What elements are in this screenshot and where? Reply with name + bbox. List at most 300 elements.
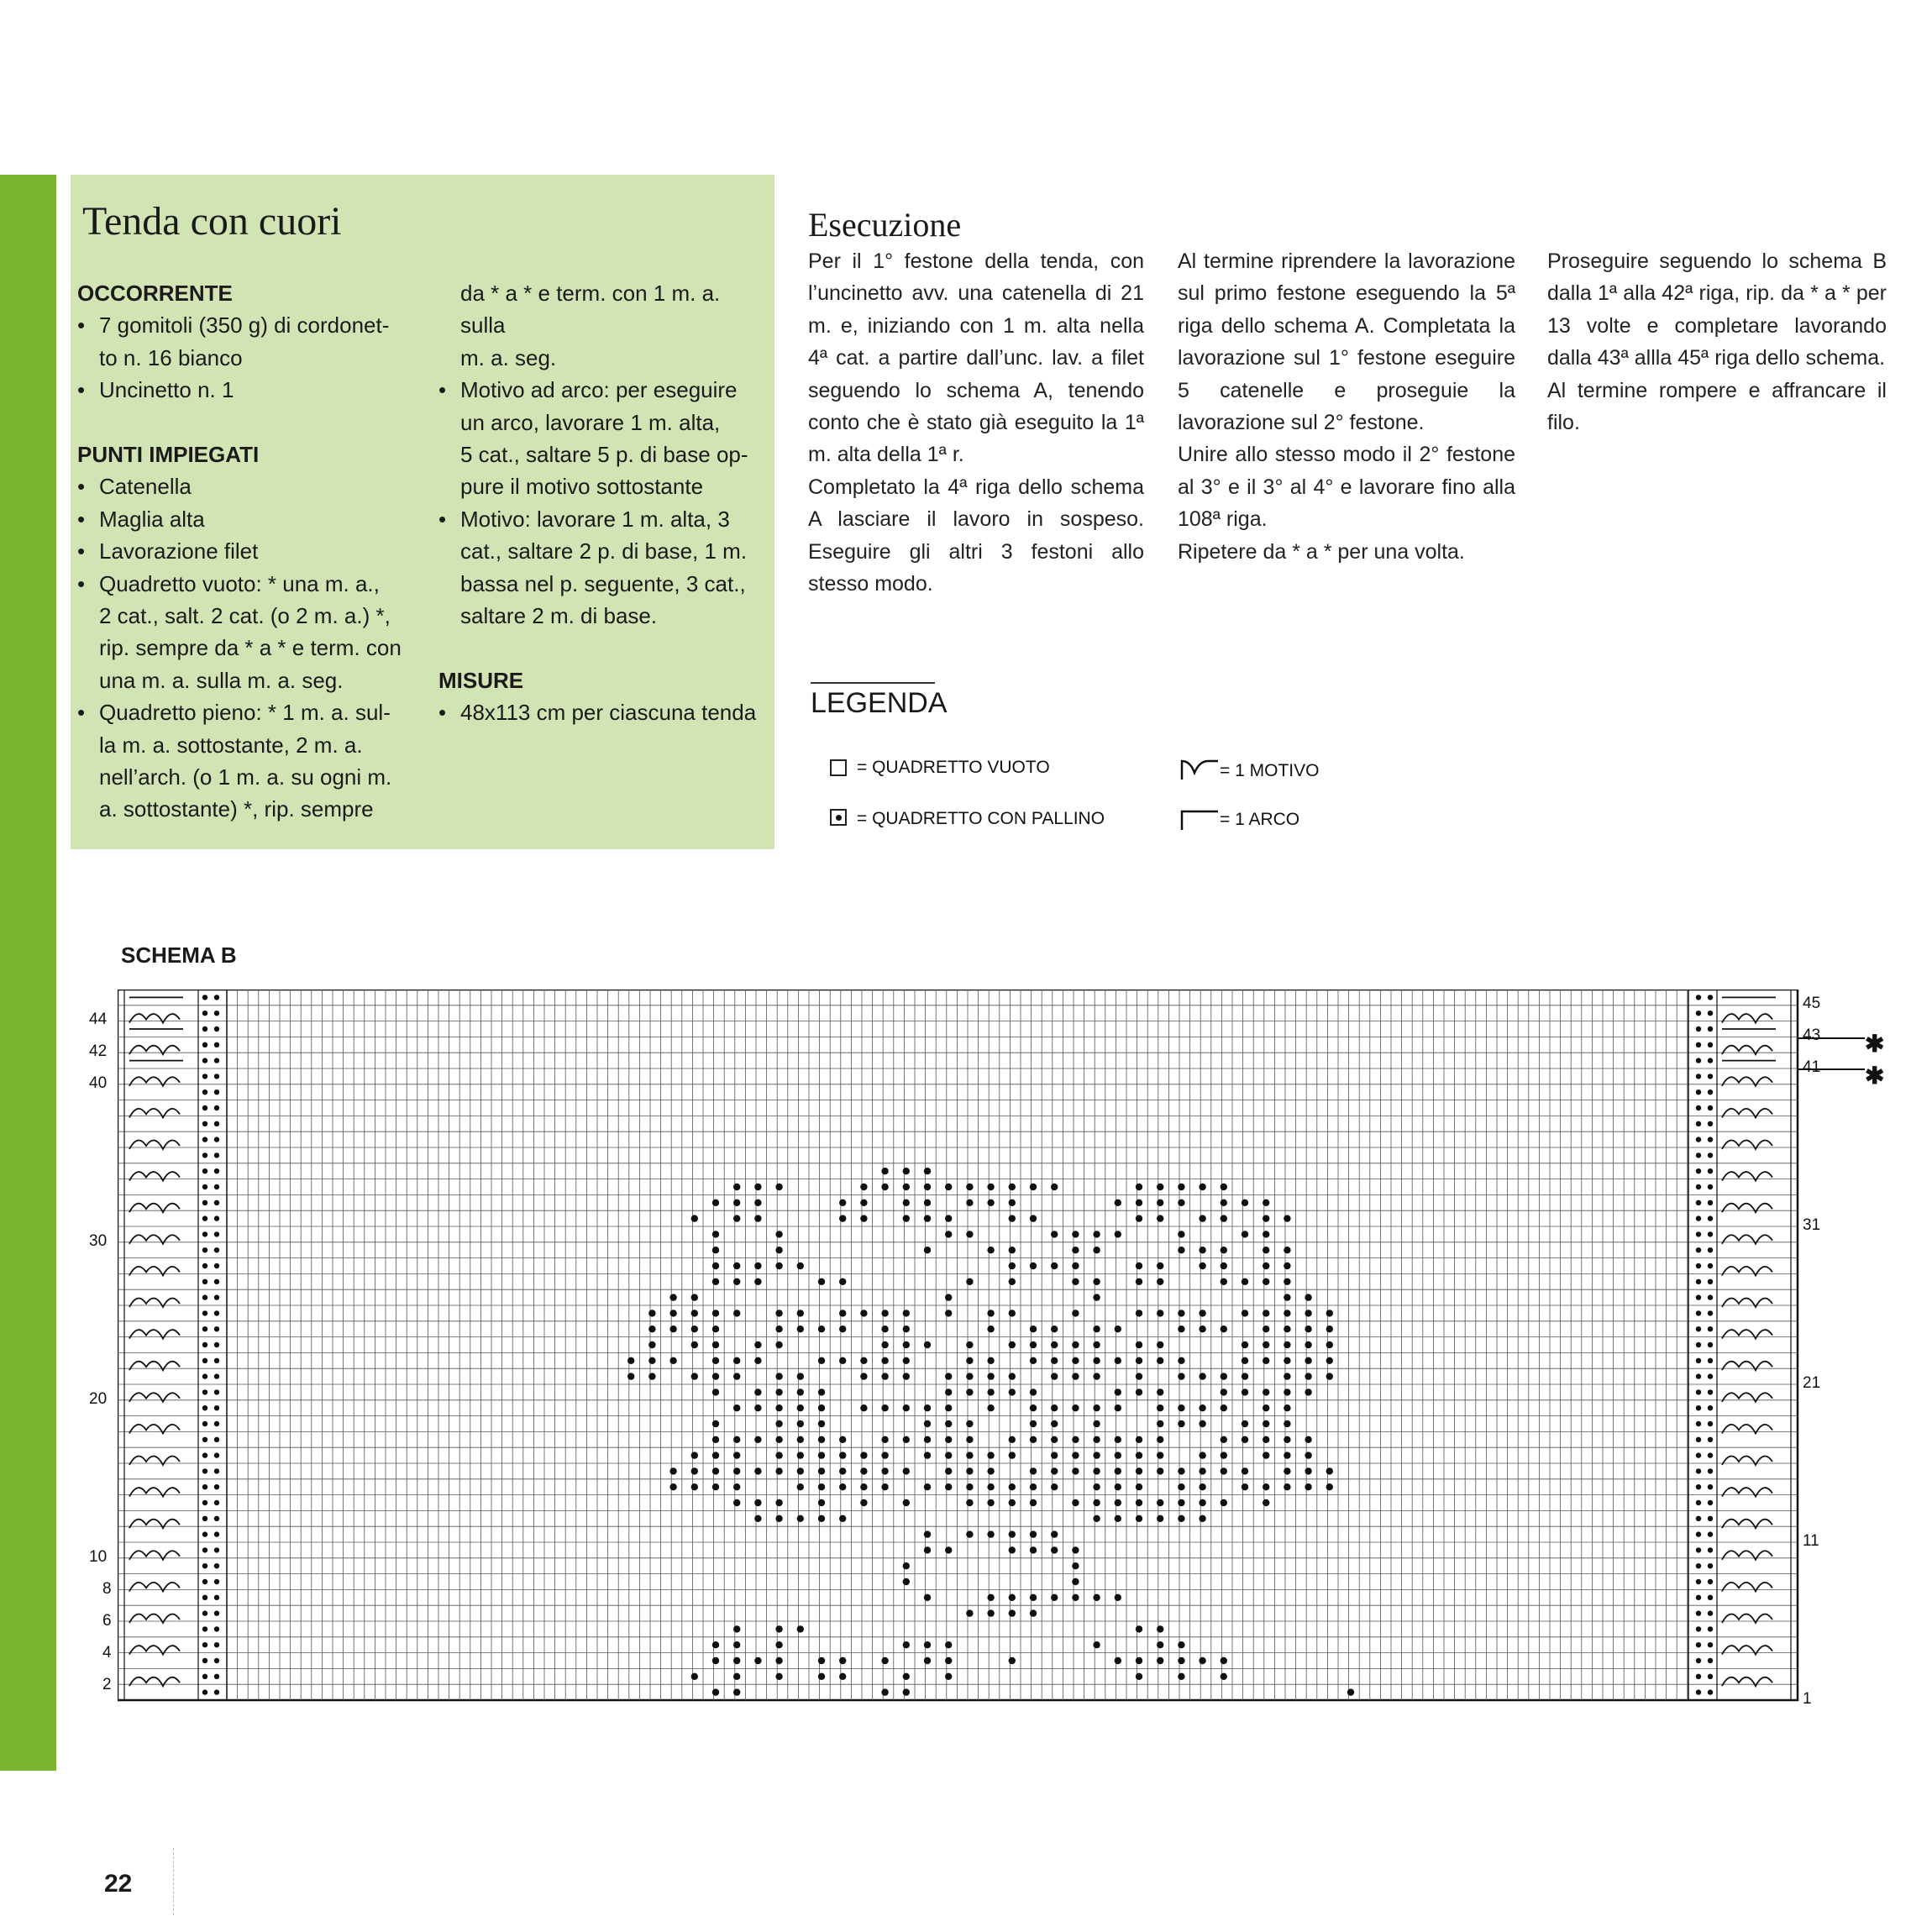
pattern-dot [1136,1452,1142,1458]
paragraph: Per il 1° festone della tenda, con l’uncinetto avv. una catenella di 21 m. e, iniziando con 1 m. alta nella 4ª cat. a partire dall’unc. lav. a filet seguendo lo schema A, tenendo conto che è stato già eseguito la 1ª m. alta della 1ª r. [808,249,1144,467]
pattern-dot [945,1641,952,1648]
pattern-dot [860,1184,867,1190]
pattern-dot [1284,1357,1290,1364]
arch-icon [1179,806,1221,832]
pattern-dot [754,1515,761,1522]
pattern-dot [903,1200,910,1206]
band-dot [214,1105,219,1110]
band-dot [1696,1516,1701,1521]
pattern-dot [1051,1436,1058,1443]
pattern-dot [839,1673,846,1680]
pattern-dot [691,1673,698,1680]
execution-column-2 [1178,245,1515,568]
pattern-dot [818,1499,825,1506]
band-dot [202,1310,207,1315]
pattern-dot [903,1467,910,1474]
band-dot [1708,1373,1713,1378]
pattern-dot [1221,1657,1227,1664]
band-dot [1696,1468,1701,1473]
pattern-dot [903,1341,910,1348]
pattern-dot [1221,1247,1227,1253]
pattern-dot [987,1310,994,1316]
band-dot [214,995,219,1000]
pattern-dot [966,1389,973,1395]
pattern-dot [839,1515,846,1522]
band-dot [214,1373,219,1378]
pattern-dot [775,1184,782,1190]
band-dot [1708,1310,1713,1315]
pattern-dot [1072,1404,1079,1411]
pattern-dot [1284,1326,1290,1332]
pattern-dot [1030,1483,1037,1490]
pattern-dot [1242,1467,1248,1474]
pattern-dot [1136,1467,1142,1474]
band-dot [1696,1247,1701,1252]
pattern-dot [797,1310,804,1316]
pattern-dot [987,1247,994,1253]
pattern-dot [945,1657,952,1664]
pattern-dot [1242,1231,1248,1237]
band-dot [202,1547,207,1552]
band-dot [214,1058,219,1063]
pattern-dot [1157,1436,1163,1443]
pattern-dot [712,1263,719,1269]
pattern-dot [1136,1657,1142,1664]
pattern-dot [1051,1452,1058,1458]
punti-list-continued [438,374,764,632]
pattern-dot [1030,1467,1037,1474]
pattern-dot [860,1215,867,1221]
pattern-dot [712,1231,719,1237]
pattern-dot [987,1452,994,1458]
pattern-dot [1178,1247,1184,1253]
execution-column-1 [808,245,1144,600]
band-dot [214,1674,219,1679]
pattern-dot [691,1452,698,1458]
pattern-dot [775,1310,782,1316]
band-dot [214,1026,219,1032]
pattern-dot [1093,1641,1100,1648]
pattern-dot [818,1357,825,1364]
pattern-dot [945,1452,952,1458]
pattern-dot [966,1609,973,1616]
pattern-dot [924,1215,931,1221]
pattern-dot [733,1184,740,1190]
pattern-dot [1284,1310,1290,1316]
pattern-dot [966,1357,973,1364]
pattern-dot [1051,1341,1058,1348]
band-dot [202,1137,207,1142]
pattern-dot [733,1688,740,1695]
pattern-dot [1263,1278,1269,1285]
band-dot [202,1168,207,1173]
pattern-dot [775,1373,782,1379]
list-item: • Quadretto pieno: * 1 m. a. sul- la m. a. sottostante, 2 m. a. nell’arch. (o 1 m. a. su ogni m. a. sottostante) *, rip. sempre [77,696,405,826]
band-dot [1696,1579,1701,1584]
pattern-dot [1284,1263,1290,1269]
band-dot [1696,1026,1701,1032]
pattern-dot [839,1200,846,1206]
pattern-dot [775,1515,782,1522]
band-dot [214,1437,219,1442]
band-dot [1696,1405,1701,1410]
pattern-dot [1221,1263,1227,1269]
pattern-dot [1136,1389,1142,1395]
pattern-dot [1263,1436,1269,1443]
pattern-dot [1178,1515,1184,1522]
pattern-dot [1305,1341,1311,1348]
row-label-right: 41 [1803,1058,1821,1076]
band-dot [214,1468,219,1473]
pattern-dot [1263,1499,1269,1506]
pattern-dot [839,1483,846,1490]
execution-column-3 [1547,245,1887,438]
band-dot [1708,1516,1713,1521]
pattern-dot [818,1452,825,1458]
pattern-dot [1178,1310,1184,1316]
pattern-dot [1051,1483,1058,1490]
pattern-dot [987,1530,994,1537]
pattern-dot [881,1184,888,1190]
pattern-dot [1072,1310,1079,1316]
pattern-dot [1305,1357,1311,1364]
band-dot [1708,1658,1713,1663]
pattern-dot [987,1184,994,1190]
pattern-dot [754,1657,761,1664]
band-dot [1696,1152,1701,1158]
pattern-dot [754,1215,761,1221]
pattern-dot [881,1357,888,1364]
pattern-dot [860,1200,867,1206]
pattern-dot [1051,1546,1058,1553]
band-dot [214,1595,219,1600]
band-dot [1708,1547,1713,1552]
band-dot [202,1531,207,1536]
pattern-dot [860,1467,867,1474]
pattern-dot [754,1184,761,1190]
pattern-dot [1178,1231,1184,1237]
band-dot [1708,1200,1713,1205]
execution-title: Esecuzione [808,206,962,244]
band-dot [1696,1310,1701,1315]
band-dot [1708,1184,1713,1189]
pattern-dot [1093,1452,1100,1458]
pattern-dot [1009,1483,1016,1490]
band-dot [202,1215,207,1221]
pattern-dot [1051,1231,1058,1237]
band-dot [202,1626,207,1631]
pattern-dot [1093,1294,1100,1300]
pattern-dot [1136,1263,1142,1269]
band-dot [214,1074,219,1079]
pattern-dot [797,1625,804,1632]
pattern-dot [966,1278,973,1285]
pattern-dot [733,1452,740,1458]
pattern-dot [733,1657,740,1664]
pattern-dot [945,1404,952,1411]
schema-title: SCHEMA B [121,942,237,968]
band-dot [1708,1042,1713,1047]
band-dot [1708,1500,1713,1505]
pattern-dot [1115,1515,1121,1522]
band-dot [1708,1168,1713,1173]
pattern-dot [1115,1200,1121,1206]
pattern-dot [712,1247,719,1253]
band-dot [214,1531,219,1536]
pattern-dot [1030,1420,1037,1427]
band-dot [1696,1595,1701,1600]
pattern-dot [1242,1357,1248,1364]
band-dot [214,1089,219,1095]
pattern-dot [1199,1373,1205,1379]
band-dot [214,1011,219,1016]
pattern-dot [797,1389,804,1395]
band-dot [1696,1563,1701,1568]
band-dot [1696,1011,1701,1016]
pattern-dot [712,1326,719,1332]
pattern-dot [1136,1673,1142,1680]
pattern-dot [945,1467,952,1474]
band-dot [1696,1089,1701,1095]
pattern-dot [733,1673,740,1680]
pattern-dot [1305,1389,1311,1395]
pattern-dot [1199,1467,1205,1474]
pattern-dot [712,1467,719,1474]
pattern-dot [860,1483,867,1490]
pattern-dot [1072,1341,1079,1348]
pattern-dot [1305,1310,1311,1316]
band-dot [202,1200,207,1205]
pattern-dot [945,1310,952,1316]
pattern-dot [924,1404,931,1411]
pattern-dot [903,1673,910,1680]
pattern-dot [1136,1184,1142,1190]
band-dot [1696,1342,1701,1347]
pattern-dot [733,1357,740,1364]
pattern-dot [669,1357,676,1364]
pattern-dot [712,1657,719,1664]
pattern-dot [881,1326,888,1332]
pattern-dot [1178,1467,1184,1474]
materials-column-right [438,277,764,729]
pattern-dot [775,1389,782,1395]
pattern-dot [754,1263,761,1269]
pattern-dot [1136,1483,1142,1490]
pattern-dot [881,1373,888,1379]
pattern-dot [1157,1263,1163,1269]
band-dot [1708,1152,1713,1158]
pattern-dot [1199,1499,1205,1506]
pattern-dot [881,1688,888,1695]
pattern-dot [987,1594,994,1601]
band-dot [214,1310,219,1315]
pattern-dot [818,1436,825,1443]
list-item: • 48x113 cm per ciascuna tenda [438,696,764,728]
pattern-dot [754,1341,761,1348]
band-dot [1708,1595,1713,1600]
pattern-dot [1136,1357,1142,1364]
pattern-dot [797,1326,804,1332]
pattern-dot [966,1184,973,1190]
pattern-dot [903,1373,910,1379]
pattern-dot [754,1436,761,1443]
legend-dotted-square: = QUADRETTO CON PALLINO [857,809,1105,828]
pattern-dot [1284,1294,1290,1300]
pattern-dot [1199,1263,1205,1269]
pattern-dot [797,1467,804,1474]
pattern-dot [775,1436,782,1443]
pattern-dot [1157,1389,1163,1395]
band-dot [1696,1421,1701,1426]
band-dot [1708,1405,1713,1410]
band-dot [202,1089,207,1095]
pattern-dot [797,1515,804,1522]
pattern-dot [1030,1609,1037,1616]
band-dot [1696,1642,1701,1647]
pattern-dot [1242,1278,1248,1285]
pattern-dot [1199,1215,1205,1221]
band-dot [1708,1074,1713,1079]
band-dot [1696,1042,1701,1047]
pattern-dot [1115,1657,1121,1664]
pattern-dot [1242,1310,1248,1316]
list-item: • Catenella [77,470,405,502]
pattern-dot [1030,1530,1037,1537]
pattern-dot [669,1294,676,1300]
page-title: Tenda con cuori [82,199,342,244]
band-dot [1696,1121,1701,1126]
band-dot [1708,1105,1713,1110]
pattern-dot [903,1357,910,1364]
row-label-left: 30 [89,1232,108,1250]
pattern-dot [966,1436,973,1443]
band-dot [202,1121,207,1126]
pattern-dot [1030,1263,1037,1269]
band-dot [1708,1247,1713,1252]
paragraph: Al termine riprendere la lavorazione sul primo festone eseguendo la 5ª riga dello schema A. Completata la lavorazione sul 1° festone eseguire 5 catenelle e proseguie la lavorazione sul 2° festone. [1178,249,1515,435]
pattern-dot [1136,1373,1142,1379]
pattern-dot [1242,1483,1248,1490]
band-dot [214,1689,219,1694]
pattern-dot [1030,1215,1037,1221]
pattern-dot [1263,1483,1269,1490]
pattern-dot [839,1310,846,1316]
band-dot [202,1358,207,1363]
band-dot [214,1121,219,1126]
pattern-dot [1009,1594,1016,1601]
pattern-dot [987,1389,994,1395]
band-dot [202,1026,207,1032]
band-dot [202,1389,207,1394]
pattern-dot [881,1404,888,1411]
pattern-dot [1221,1373,1227,1379]
pattern-dot [1051,1594,1058,1601]
pattern-dot [1326,1373,1333,1379]
pattern-dot [1221,1452,1227,1458]
pattern-dot [1157,1184,1163,1190]
pattern-dot [797,1404,804,1411]
pattern-dot [924,1184,931,1190]
pattern-dot [924,1168,931,1174]
pattern-dot [1030,1326,1037,1332]
pattern-dot [1199,1404,1205,1411]
band-dot [202,1042,207,1047]
pattern-dot [691,1467,698,1474]
pattern-dot [797,1263,804,1269]
band-dot [1696,1105,1701,1110]
pattern-dot [1030,1546,1037,1553]
pattern-dot [733,1404,740,1411]
pattern-dot [903,1310,910,1316]
band-dot [202,1342,207,1347]
pattern-dot [1093,1499,1100,1506]
pattern-dot [1305,1483,1311,1490]
band-dot [202,1011,207,1016]
pattern-dot [1136,1625,1142,1632]
pattern-dot [1221,1436,1227,1443]
pattern-dot [754,1278,761,1285]
pattern-dot [818,1278,825,1285]
pattern-dot [1009,1546,1016,1553]
pattern-dot [1009,1215,1016,1221]
band-dot [1708,1089,1713,1095]
pattern-dot [669,1326,676,1332]
pattern-dot [818,1404,825,1411]
pattern-dot [1115,1594,1121,1601]
pattern-dot [754,1200,761,1206]
band-dot [1696,1358,1701,1363]
pattern-dot [1326,1357,1333,1364]
paragraph: Ripetere da * a * per una volta. [1178,539,1465,564]
pattern-dot [1284,1341,1290,1348]
pattern-dot [1009,1389,1016,1395]
pattern-dot [1157,1625,1163,1632]
pattern-dot [754,1499,761,1506]
pattern-dot [1221,1326,1227,1332]
band-dot [1696,1326,1701,1331]
pattern-dot [1157,1215,1163,1221]
pattern-dot [1030,1184,1037,1190]
pattern-dot [1072,1546,1079,1553]
pattern-dot [1072,1562,1079,1569]
pattern-dot [754,1404,761,1411]
pattern-dot [1093,1483,1100,1490]
pattern-dot [1136,1200,1142,1206]
pattern-dot [1263,1420,1269,1427]
row-label-right: 31 [1803,1216,1821,1234]
pattern-dot [1199,1326,1205,1332]
band-dot [202,1563,207,1568]
band-dot [1708,1342,1713,1347]
pattern-dot [818,1326,825,1332]
band-dot [202,1247,207,1252]
pattern-dot [924,1530,931,1537]
pattern-dot [945,1294,952,1300]
pattern-dot [1093,1247,1100,1253]
band-dot [202,1516,207,1521]
band-dot [214,1247,219,1252]
pattern-dot [691,1294,698,1300]
band-dot [214,1137,219,1142]
pattern-dot [1305,1436,1311,1443]
pattern-dot [1157,1404,1163,1411]
pattern-dot [987,1609,994,1616]
pattern-dot [1326,1326,1333,1332]
pattern-dot [691,1215,698,1221]
pattern-dot [1199,1310,1205,1316]
pattern-dot [966,1483,973,1490]
pattern-dot [987,1357,994,1364]
